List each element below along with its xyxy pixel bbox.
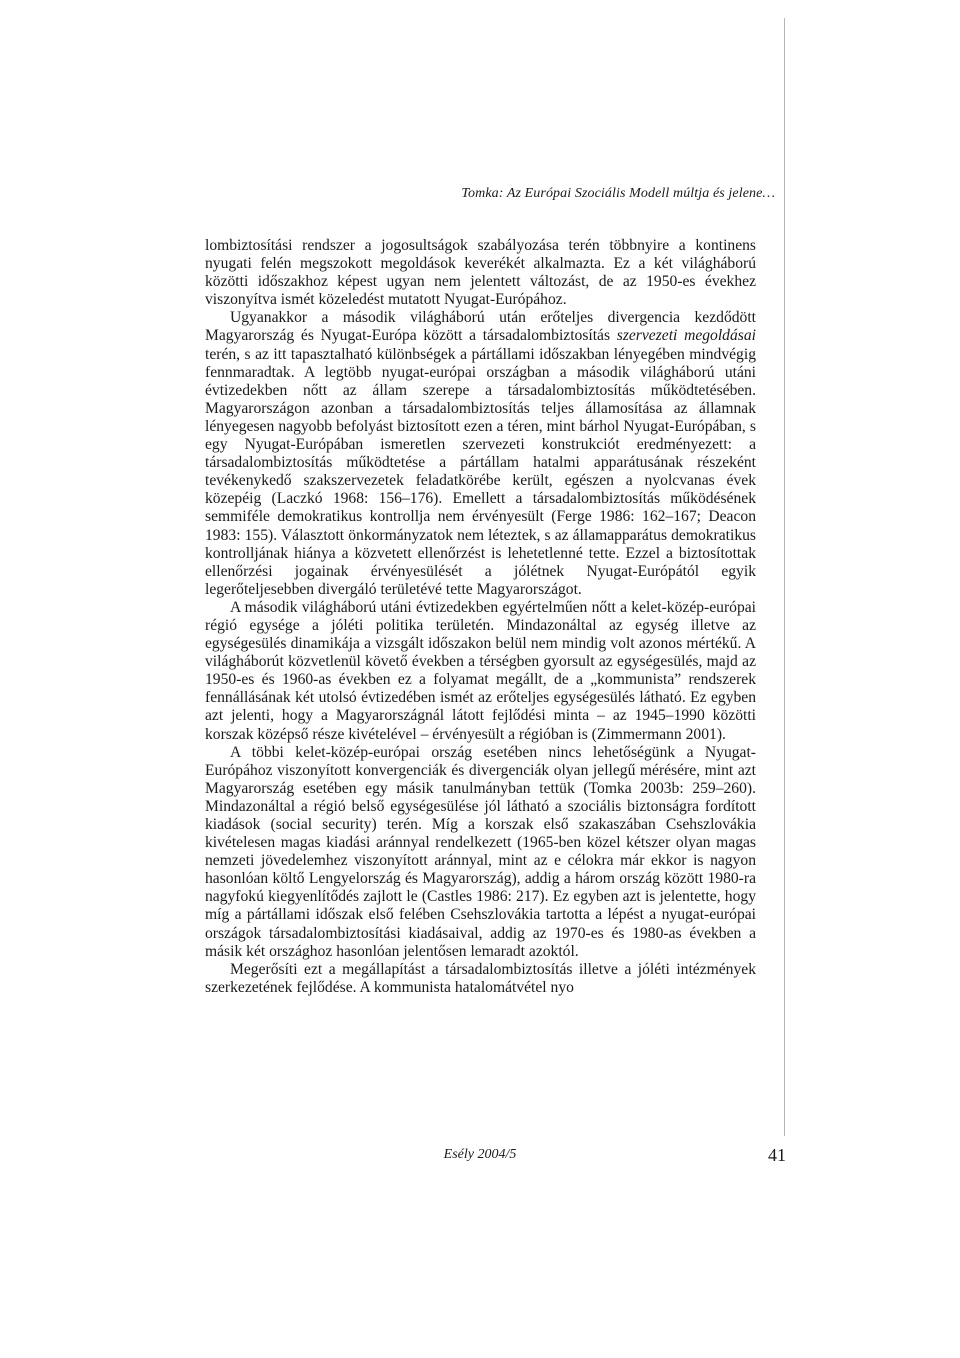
paragraph: Megerősíti ezt a megállapítást a társadalombiztosítás illetve a jóléti intézmények szerkezetének fejlődése. A kommunista hatalomátvétel nyo	[205, 960, 756, 996]
page-number: 41	[768, 1145, 786, 1165]
article-body	[205, 237, 756, 997]
margin-rule	[784, 18, 785, 1136]
running-head: Tomka: Az Európai Szociális Modell múltja és jelene…	[461, 186, 775, 201]
paragraph: A második világháború utáni évtizedekben egyértelműen nőtt a kelet-közép-európai régió egysége a jóléti politika területén. Mindazonáltal az egység illetve az egységesülés dinamikája a vizsgált időszakon belül nem mindig volt azonos mértékű. A világháborút közvetlenül követő években a térségben gyorsult az egységesülés, majd az 1950-es és 1960-as években ez a folyamat megállt, de a „kommunista” rendszerek fennállásának két utolsó évtizedében ismét az erőteljes egységesülés látható. Ez egyben azt jelenti, hogy a Magyarországnál látott fejlődési minta – az 1945–1990 közötti korszak középső része kivételével – érvényesült a régióban is (Zimmermann 2001).	[205, 598, 756, 743]
paragraph-continuation: lombiztosítási rendszer a jogosultságok szabályozása terén többnyire a kontinens nyugati felén megszokott megoldások keverékét alkalmazta. Ez a két világháború közötti időszakhoz képest ugyan nem jelentett változást, de az 1950-es évekhez viszonyítva ismét közeledést mutatott Nyugat-Európához.	[205, 237, 756, 309]
paragraph-text: Ugyanakkor a második világháború után erőteljes divergencia kezdődött Magyarország és Nyugat-Európa között a társadalombiztosítás szervezeti megoldásai terén, s az itt tapasztalható különbségek a pártállami időszakban lényegében mindvégig fennmaradtak. A legtöbb nyugat-európai országban a második világháború utáni évtizedekben nőtt az állam szerepe a társadalombiztosítás működtetésében. Magyarországon azonban a társadalombiztosítás teljes államosítása az államnak lényegesen nagyobb befolyást biztosított ezen a téren, mint bárhol Nyugat-Európában, s egy Nyugat-Európában ismeretlen szervezeti konstrukciót eredményezett: a társadalombiztosítás működtetése a pártállam hatalmi apparátusának részeként tevékenykedő szakszervezetek feladatkörébe került, egészen a nyolcvanas évek közepéig (Laczkó 1968: 156–176). Emellett a társadalombiztosítás működésének semmiféle demokratikus kontrollja nem érvényesült (Ferge 1986: 162–167; Deacon 1983: 155). Választott önkormányzatok nem léteztek, s az államapparátus demokratikus kontrolljának hiánya a közvetett ellenőrzést is lehetetlenné tette. Ezzel a biztosítottak ellenőrzési jogainak érvényesülését a jólétnek Nyugat-Európától egyik legerőteljesebben divergáló területévé tette Magyarországot.	[205, 309, 756, 598]
footer-journal-title: Esély 2004/5	[443, 1147, 517, 1162]
paragraph	[205, 309, 756, 599]
paragraph: A többi kelet-közép-európai ország esetében nincs lehetőségünk a Nyugat-Európához viszonyított konvergenciák és divergenciák olyan jellegű mérésére, mint azt Magyarország esetében egy másik tanulmányban tettük (Tomka 2003b: 259–260). Mindazonáltal a régió belső egységesülése jól látható a szociális biztonságra fordított kiadások (social security) terén. Míg a korszak első szakaszában Csehszlovákia kivételesen magas kiadási aránnyal rendelkezett (1965-ben közel kétszer olyan magas nemzeti jövedelemhez viszonyított aránnyal, mint az e célokra már ekkor is nagyon hasonlóan költő Lengyelország és Magyarország), addig a három ország között 1980-ra nagyfokú kiegyenlítődés zajlott le (Castles 1986: 217). Ez egyben azt is jelentette, hogy míg a pártállami időszak első felében Csehszlovákia tartotta a lépést a nyugat-európai országok társadalombiztosítási kiadásaival, addig az 1970-es és 1980-as években a másik két országhoz hasonlóan jelentősen lemaradt azoktól.	[205, 743, 756, 960]
